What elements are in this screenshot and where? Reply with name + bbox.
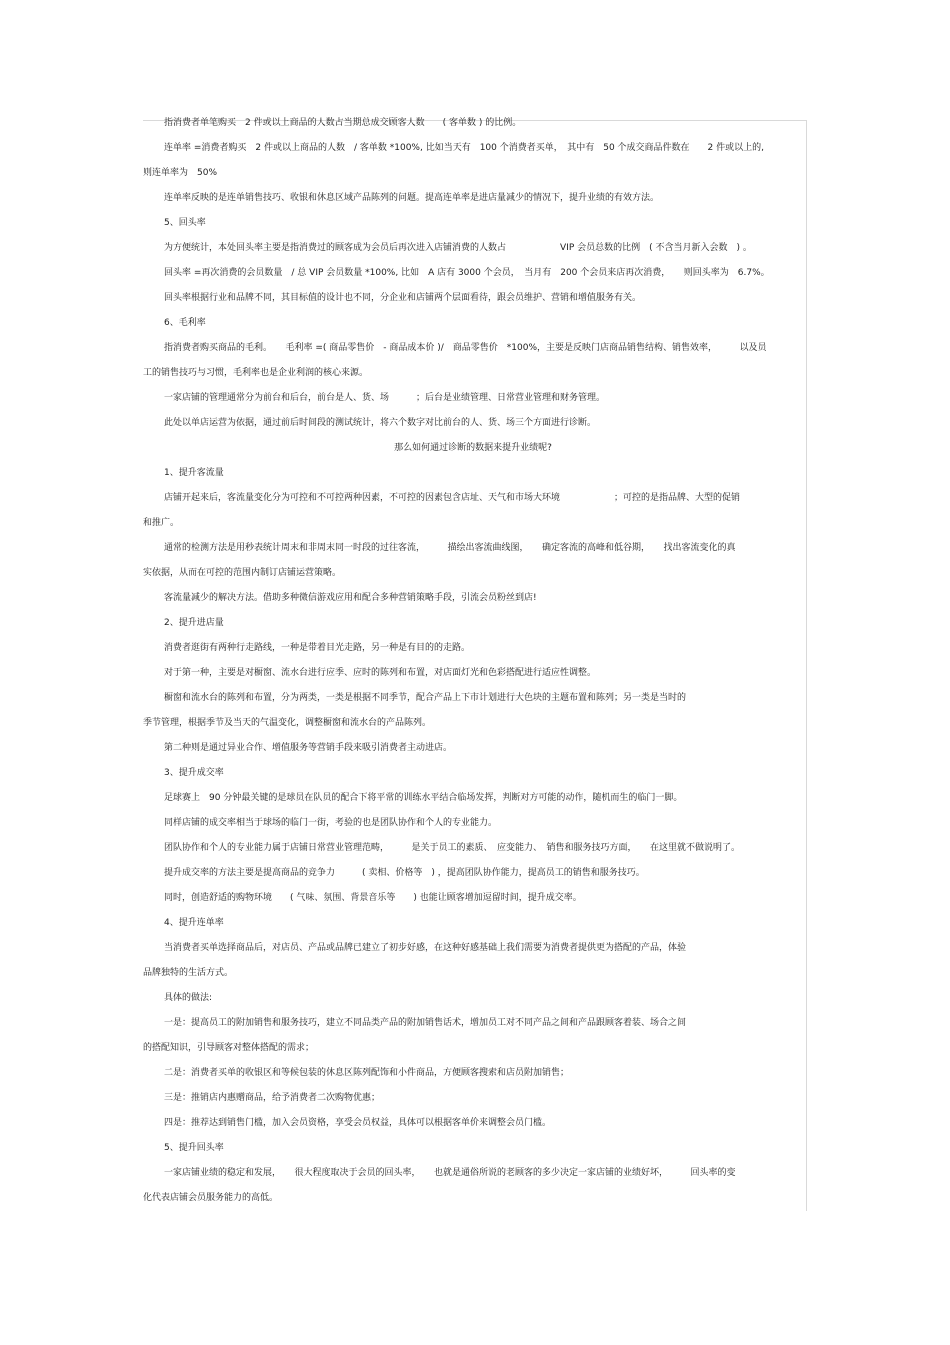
paragraph-line: 的搭配知识，引导顾客对整体搭配的需求； — [143, 1043, 315, 1053]
paragraph-line: 四是：推荐达到销售门槛，加入会员资格，享受会员权益，具体可以根据客单价来调整会员门槛。 — [164, 1118, 552, 1128]
paragraph-line: 实依据，从而在可控的范围内制订店铺运营策略。 — [143, 568, 342, 578]
paragraph-line: 对于第一种，主要是对橱窗、流水台进行应季、应时的陈列和布置，对店面灯光和色彩搭配进行适应性调整。 — [164, 668, 597, 678]
page-border-right — [806, 120, 807, 1211]
paragraph-line: 消费者逛街有两种行走路线，一种是带着目光走路，另一种是有目的的走路。 — [164, 643, 471, 653]
paragraph-line: 指消费者单笔购买 2 件或以上商品的人数占当期总成交顾客人数 ( 客单数 ) 的比例。 — [164, 118, 522, 128]
paragraph-line: 当消费者买单选择商品后，对店员、产品或品牌已建立了初步好感，在这种好感基础上我们需要为消费者提供更为搭配的产品，体验 — [164, 943, 687, 953]
paragraph-line: 季节管理，根据季节及当天的气温变化，调整橱窗和流水台的产品陈列。 — [143, 718, 432, 728]
paragraph-line: 一家店铺业绩的稳定和发展， 很大程度取决于会员的回头率， 也就是通俗所说的老顾客的多少决定一家店铺的业绩好坏， 回头率的变 — [164, 1168, 736, 1178]
paragraph-line: 回头率 =再次消费的会员数量 / 总 VIP 会员数量 *100%, 比如 A 店有 3000 个会员， 当月有 200 个会员来店再次消费， 则回头率为 6.7%。 — [164, 268, 770, 278]
paragraph-line: 店铺开起来后，客流量变化分为可控和不可控两种因素，不可控的因素包含店址、天气和市场大环境 ；可控的是指品牌、大型的促销 — [164, 493, 741, 503]
paragraph-line: 足球赛上 90 分钟最关键的是球员在队员的配合下将平常的训练水平结合临场发挥，判断对方可能的动作，随机而生的临门一脚。 — [164, 793, 683, 803]
paragraph-line: 同时，创造舒适的购物环境 ( 气味、氛围、背景音乐等 ) 也能让顾客增加逗留时间，提升成交率。 — [164, 893, 582, 903]
section-heading: 2、提升进店量 — [164, 618, 224, 628]
paragraph-line: 橱窗和流水台的陈列和布置，分为两类，一类是根据不同季节，配合产品上下市计划进行大色块的主题布置和陈列；另一类是当时的 — [164, 693, 687, 703]
paragraph-line: 一家店铺的管理通常分为前台和后台，前台是人、货、场 ；后台是业绩管理、日常营业管理和财务管理。 — [164, 393, 606, 403]
paragraph-line: 连单率反映的是连单销售技巧、收银和休息区域产品陈列的问题。提高连单率是进店量减少的情况下，提升业绩的有效方法。 — [164, 193, 660, 203]
paragraph-line: 和推广。 — [143, 518, 180, 528]
paragraph-line: 同样店铺的成交率相当于球场的临门一街，考验的也是团队协作和个人的专业能力。 — [164, 818, 498, 828]
paragraph-line: 此处以单店运营为依据，通过前后时间段的测试统计，将六个数字对比前台的人、货、场三个方面进行诊断。 — [164, 418, 597, 428]
section-heading: 5、回头率 — [164, 218, 206, 228]
section-heading: 1、提升客流量 — [164, 468, 224, 478]
paragraph-line: 通常的检测方法是用秒表统计周末和非周末同一时段的过往客流， 描绘出客流曲线图， 确定客流的高峰和低谷期， 找出客流变化的真 — [164, 543, 736, 553]
section-heading: 5、提升回头率 — [164, 1143, 224, 1153]
document-body — [143, 117, 803, 1204]
paragraph-line: 具体的做法: — [164, 993, 213, 1003]
paragraph-line: 化代表店铺会员服务能力的高低。 — [143, 1193, 279, 1203]
section-heading: 3、提升成交率 — [164, 768, 224, 778]
paragraph-line: 二是：消费者买单的收银区和等候包装的休息区陈列配饰和小件商品，方便顾客搜索和店员附加销售； — [164, 1068, 570, 1078]
paragraph-line: 则连单率为 50% — [143, 168, 218, 178]
paragraph-line: 第二种则是通过异业合作、增值服务等营销手段来吸引消费者主动进店。 — [164, 743, 453, 753]
paragraph-line: 提升成交率的方法主要是提高商品的竞争力 ( 卖相、价格等 ) ，提高团队协作能力，提高员工的销售和服务技巧。 — [164, 868, 645, 878]
paragraph-line: 工的销售技巧与习惯，毛利率也是企业利润的核心来源。 — [143, 368, 369, 378]
paragraph-line: 品牌独特的生活方式。 — [143, 968, 234, 978]
paragraph-line: 指消费者购买商品的毛利。 毛利率 =( 商品零售价 - 商品成本价 )/ 商品零售价 *100%，主要是反映门店商品销售结构、销售效率， 以及员 — [164, 343, 767, 353]
paragraph-line: 客流量减少的解决方法。借助多种微信游戏应用和配合多种营销策略手段，引流会员粉丝到店! — [164, 593, 537, 603]
paragraph-line: 团队协作和个人的专业能力属于店铺日常营业管理范畴， 是关于员工的素质、 应变能力、 销售和服务技巧方面， 在这里就不做说明了。 — [164, 843, 741, 853]
paragraph-line: 一是：提高员工的附加销售和服务技巧，建立不同品类产品的附加销售话术，增加员工对不同产品之间和产品跟顾客着装、场合之间 — [164, 1018, 687, 1028]
section-heading: 4、提升连单率 — [164, 918, 224, 928]
paragraph-line: 为方便统计，本处回头率主要是指消费过的顾客成为会员后再次进入店铺消费的人数占 VIP 会员总数的比例 ( 不含当月新入会数 ) 。 — [164, 243, 752, 253]
paragraph-line: 连单率 =消费者购买 2 件或以上商品的人数 / 客单数 *100%, 比如当天有 100 个消费者买单， 其中有 50 个成交商品件数在 2 件或以上的, — [164, 143, 764, 153]
centered-question: 那么如何通过诊断的数据来提升业绩呢? — [394, 443, 552, 453]
paragraph-line: 三是：推销店内惠赠商品，给予消费者二次购物优惠； — [164, 1093, 381, 1103]
section-heading: 6、毛利率 — [164, 318, 206, 328]
paragraph-line: 回头率根据行业和品牌不同，其目标值的设计也不同，分企业和店铺两个层面看待，跟会员维护、营销和增值服务有关。 — [164, 293, 642, 303]
